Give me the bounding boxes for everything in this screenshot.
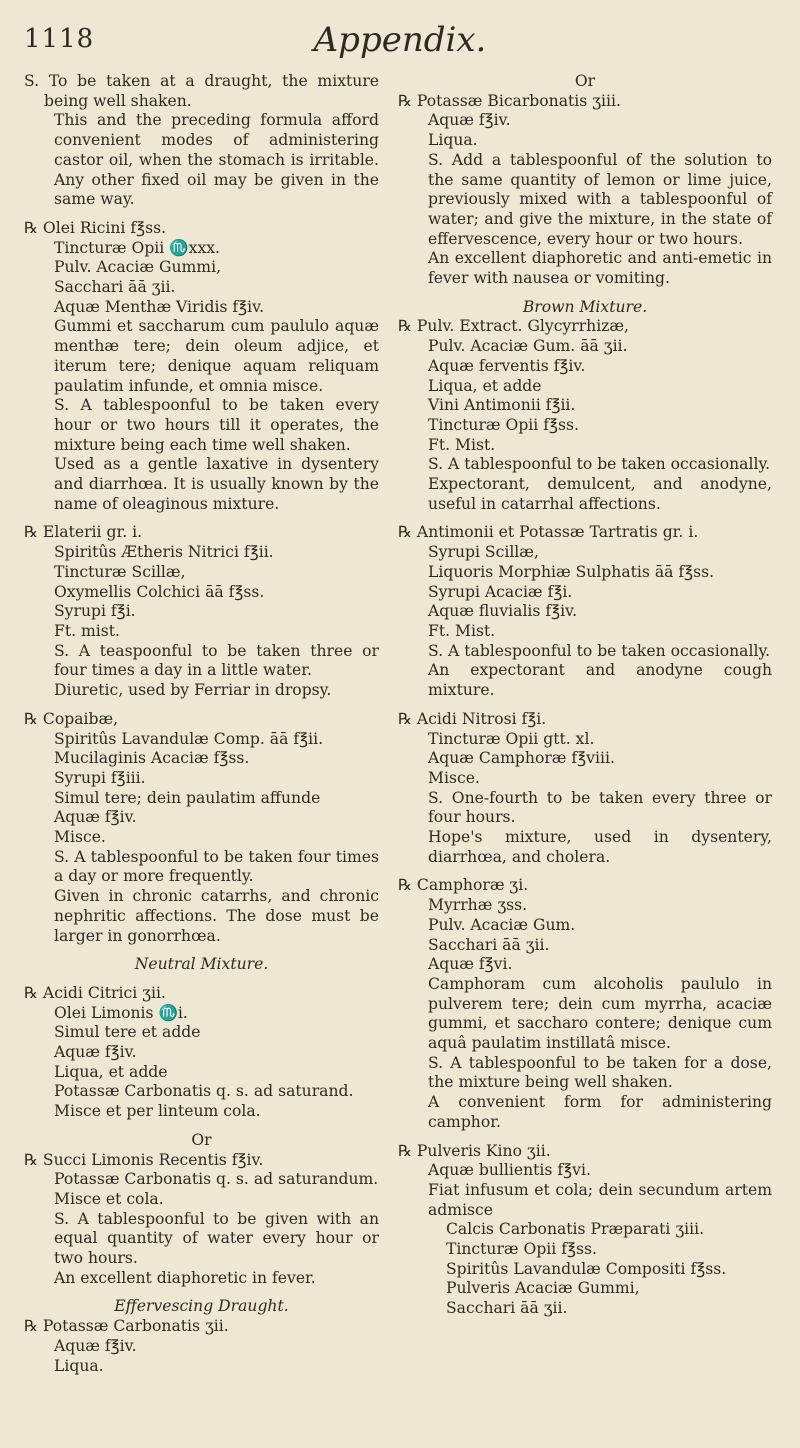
text-line: ℞ Potassæ Carbonatis ʒii.: [24, 1317, 229, 1336]
text-line: Ft. mist.: [54, 621, 120, 640]
text-line: Olei Limonis ♏i.: [54, 1003, 188, 1022]
text-line: Aquæ ferventis f℥iv.: [428, 356, 586, 375]
text-line: ℞ Acidi Nitrosi f℥i.: [398, 709, 547, 728]
text-line: Syrupi Acaciæ f℥i.: [428, 582, 573, 601]
text-line: Potassæ Carbonatis q. s. ad saturand.: [54, 1082, 354, 1101]
text-line: Tincturæ Opii f℥ss.: [428, 415, 579, 434]
text-line: S. A tablespoonful to be taken occasionally.: [428, 455, 771, 474]
spacer: [24, 1122, 379, 1131]
text-line: Pulv. Acaciæ Gum.: [428, 915, 576, 934]
text-line: Tincturæ Opii ♏xxx.: [54, 238, 220, 257]
text-line: Aquæ f℥iv.: [54, 1336, 137, 1355]
text-line: Neutral Mixture.: [134, 955, 269, 974]
page-number: 1118: [24, 24, 95, 54]
text-line: Simul tere; dein paulatim affunde: [54, 788, 321, 807]
text-line: Liqua.: [54, 1356, 104, 1375]
spacer: [24, 701, 379, 710]
spacer: [24, 210, 379, 219]
text-line: Expectorant, demulcent, and anodyne, useful in catarrhal affections.: [428, 475, 772, 513]
text-line: Misce.: [54, 828, 106, 847]
text-line: Pulveris Acaciæ Gummi,: [446, 1279, 640, 1298]
text-line: S. A tablespoonful to be taken every hour or two hours till it operates, the mixture being each time well shaken.: [54, 396, 379, 454]
text-line: ℞ Camphoræ ʒi.: [398, 876, 529, 895]
text-line: Camphoram cum alcoholis paululo in pulverem tere; dein cum myrrha, acaciæ gummi, et saccharo contere; denique cum aquâ paulatim instillatâ misce.: [428, 974, 772, 1053]
text-line: Pulv. Acaciæ Gum. āā ʒii.: [428, 337, 628, 356]
page-header: [0, 20, 800, 60]
text-line: Spiritûs Ætheris Nitrici f℥ii.: [54, 543, 274, 562]
text-line: Sacchari āā ʒii.: [428, 935, 550, 954]
text-line: Simul tere et adde: [54, 1023, 201, 1042]
text-line: S. A teaspoonful to be taken three or four times a day in a little water.: [54, 641, 379, 680]
text-line: ℞ Succi Limonis Recentis f℥iv.: [24, 1150, 264, 1169]
text-line: Syrupi f℥i.: [54, 602, 136, 621]
text-line: A convenient form for administering camphor.: [428, 1093, 772, 1131]
text-line: ℞ Copaibæ,: [24, 709, 119, 728]
text-line: Effervescing Draught.: [114, 1297, 289, 1316]
text-line: Syrupi f℥iii.: [54, 768, 146, 787]
text-line: S. One-fourth to be taken every three or four hours.: [428, 788, 772, 827]
text-line: Liqua.: [428, 131, 478, 150]
text-line: S. A tablespoonful to be given with an equal quantity of water every hour or two hours.: [54, 1209, 379, 1268]
spacer: [398, 289, 772, 298]
text-line: Aquæ f℥vi.: [428, 955, 513, 974]
text-line: Sacchari āā ʒii.: [54, 278, 176, 297]
text-line: Ft. Mist.: [428, 435, 496, 454]
text-line: Aquæ fluvialis f℥iv.: [428, 602, 578, 621]
text-line: Aquæ f℥iv.: [54, 808, 137, 827]
text-line: ℞ Antimonii et Potassæ Tartratis gr. i.: [398, 523, 699, 542]
text-line: Tincturæ Opii gtt. xl.: [428, 729, 595, 748]
text-line: Diuretic, used by Ferriar in dropsy.: [54, 681, 332, 700]
text-line: Or: [574, 72, 596, 90]
text-line: ℞ Potassæ Bicarbonatis ʒiii.: [398, 91, 621, 110]
text-line: Misce et cola.: [54, 1189, 164, 1208]
text-line: This and the preceding formula afford convenient modes of administering castor oil, when the stomach is irritable. Any other fixed oil may be given in the same way.: [54, 111, 379, 209]
text-line: Pulv. Acaciæ Gummi,: [54, 258, 222, 277]
spacer: [398, 867, 772, 876]
text-line: An excellent diaphoretic in fever.: [54, 1268, 316, 1287]
text-line: S. Add a tablespoonful of the solution to the same quantity of lemon or lime juice, previously mixed with a tablespoonful of water; and give the mixture, in the state of effervescence, every hour or two hours.: [428, 150, 772, 248]
text-line: Syrupi Scillæ,: [428, 543, 539, 562]
text-line: ℞ Pulveris Kino ʒii.: [398, 1141, 551, 1160]
text-line: Given in chronic catarrhs, and chronic nephritic affections. The dose must be larger in gonorrhœa.: [54, 887, 379, 945]
text-line: Liquoris Morphiæ Sulphatis āā f℥ss.: [428, 562, 715, 581]
text-line: ℞ Pulv. Extract. Glycyrrhizæ,: [398, 317, 630, 336]
spacer: [24, 946, 379, 955]
text-line: Used as a gentle laxative in dysentery and diarrhœa. It is usually known by the name of oleaginous mixture.: [54, 455, 379, 513]
spacer: [24, 1288, 379, 1297]
text-line: Gummi et saccharum cum paululo aquæ menthæ tere; dein oleum adjice, et iterum tere; denique aquam reliquam paulatim infunde, et omnia misce.: [54, 317, 379, 395]
text-line: ℞ Olei Ricini f℥ss.: [24, 218, 167, 237]
text-line: Aquæ bullientis f℥vi.: [428, 1161, 591, 1180]
text-line: Sacchari āā ʒii.: [446, 1299, 568, 1318]
text-line: Aquæ f℥iv.: [428, 111, 511, 130]
text-line: An excellent diaphoretic and anti-emetic in fever with nausea or vomiting.: [428, 249, 772, 288]
text-line: An expectorant and anodyne cough mixture.: [428, 661, 772, 700]
text-line: Aquæ Camphoræ f℥viii.: [428, 749, 615, 768]
spacer: [24, 514, 379, 523]
text-line: Ft. Mist.: [428, 621, 496, 640]
text-line: Fiat infusum et cola; dein secundum artem admisce: [428, 1180, 772, 1219]
text-line: Aquæ Menthæ Viridis f℥iv.: [54, 297, 265, 316]
text-line: Hope's mixture, used in dysentery, diarrhœa, and cholera.: [428, 828, 772, 866]
text-line: Potassæ Carbonatis q. s. ad saturandum.: [54, 1170, 379, 1189]
text-line: Or: [191, 1130, 212, 1149]
text-line: Tincturæ Scillæ,: [54, 562, 186, 581]
text-line: ℞ Elaterii gr. i.: [24, 523, 143, 542]
text-line: Oxymellis Colchici āā f℥ss.: [54, 582, 265, 601]
text-line: Vini Antimonii f℥ii.: [428, 396, 576, 415]
spacer: [398, 1133, 772, 1142]
text-line: Misce.: [428, 768, 480, 787]
text-line: S. To be taken at a draught, the mixture being well shaken.: [24, 72, 379, 110]
text-line: Mucilaginis Acaciæ f℥ss.: [54, 749, 250, 768]
text-line: S. A tablespoonful to be taken four times a day or more frequently.: [54, 847, 379, 886]
left-column: [24, 72, 379, 1376]
running-title: Appendix.: [313, 20, 487, 60]
text-line: Spiritûs Lavandulæ Comp. āā f℥ii.: [54, 729, 324, 748]
spacer: [398, 701, 772, 710]
text-line: Aquæ f℥iv.: [54, 1043, 137, 1062]
right-column: [398, 72, 772, 1319]
text-line: Liqua, et adde: [428, 376, 542, 395]
text-line: Liqua, et adde: [54, 1062, 168, 1081]
text-line: Myrrhæ ʒss.: [428, 896, 528, 915]
spacer: [24, 975, 379, 984]
text-line: Spiritûs Lavandulæ Compositi f℥ss.: [446, 1259, 727, 1278]
text-line: Calcis Carbonatis Præparati ʒiii.: [446, 1220, 705, 1239]
text-line: S. A tablespoonful to be taken occasionally.: [428, 641, 771, 660]
text-line: Brown Mixture.: [522, 297, 648, 316]
text-line: S. A tablespoonful to be taken for a dose, the mixture being well shaken.: [428, 1053, 772, 1092]
text-line: Tincturæ Opii f℥ss.: [446, 1240, 597, 1259]
text-line: Misce et per linteum cola.: [54, 1102, 261, 1121]
text-line: ℞ Acidi Citrici ʒii.: [24, 983, 166, 1002]
spacer: [398, 514, 772, 523]
